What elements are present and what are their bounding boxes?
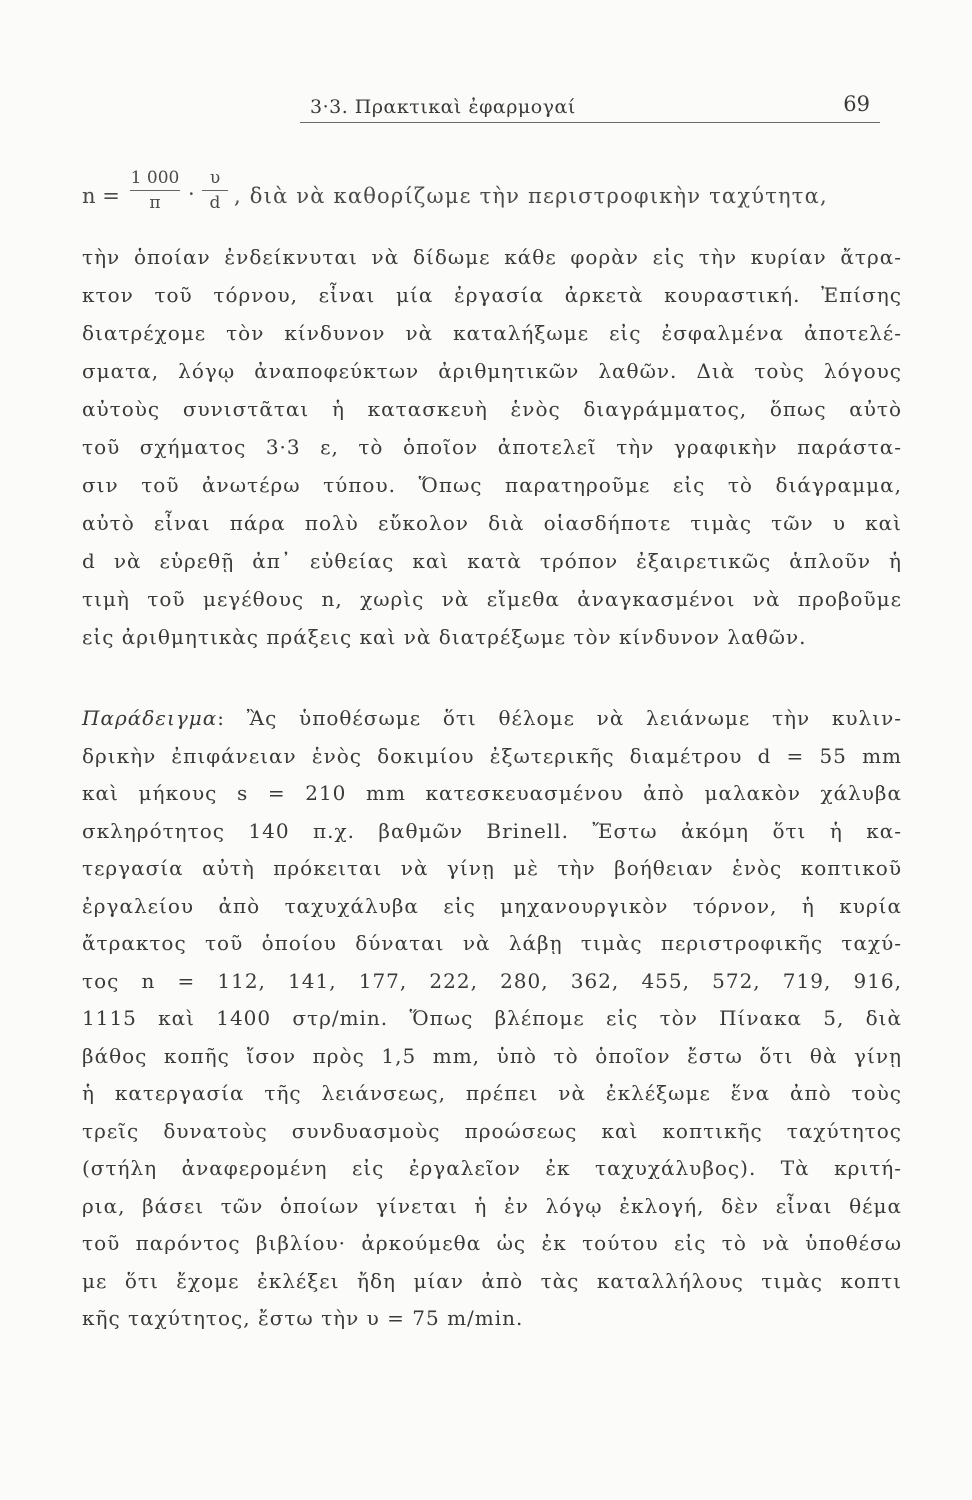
text-line: με ὅτι ἔχομε ἐκλέξει ἤδη μίαν ἀπὸ τὰς καταλλήλους τιμὰς κοπτι <box>82 1268 902 1293</box>
paragraph-example <box>82 700 902 1338</box>
example-label: Παράδειγμα <box>82 706 218 730</box>
fraction-v-over-d <box>202 168 228 213</box>
running-title: 3·3. Πρακτικαὶ ἐφαρμογαί <box>310 96 576 118</box>
fraction-denominator: π <box>149 193 161 213</box>
fraction-bar <box>202 190 228 191</box>
fraction-1000-over-pi <box>130 168 180 213</box>
text-line: ἡ κατεργασία τῆς λειάνσεως, πρέπει νὰ ἐκλέξωμε ἕνα ἀπὸ τοὺς <box>82 1081 902 1105</box>
text-line: τοῦ παρόντος βιβλίου· ἀρκούμεθα ὡς ἐκ τούτου εἰς τὸ νὰ ὑποθέσω <box>82 1231 902 1255</box>
text-line: εἰς ἀριθμητικὰς πράξεις καὶ νὰ διατρέξωμε τὸν κίνδυνον λαθῶν. <box>82 625 807 649</box>
text-line: τος n = 112, 141, 177, 222, 280, 362, 455, 572, 719, 916, <box>82 968 902 993</box>
text-line: ρια, βάσει τῶν ὁποίων γίνεται ἡ ἐν λόγῳ ἐκλογή, δὲν εἶναι θέμα <box>82 1193 902 1218</box>
fraction-denominator: d <box>209 193 221 213</box>
text-line: τρεῖς δυνατοὺς συνδυασμοὺς προώσεως καὶ κοπτικῆς ταχύτητος <box>82 1118 902 1143</box>
example-first-line-text: : Ἂς ὑποθέσωμε ὅτι θέλομε νὰ λειάνωμε τὴν κυλιν- <box>217 706 902 730</box>
text-line: βάθος κοπῆς ἴσον πρὸς 1,5 mm, ὑπὸ τὸ ὁποῖον ἔστω ὅτι θὰ γίνῃ <box>82 1043 902 1068</box>
text-line: (στήλη ἀναφερομένη εἰς ἐργαλεῖον ἐκ ταχυχάλυβος). Τὰ κριτή- <box>82 1156 902 1180</box>
text-line: κῆς ταχύτητος, ἔστω τὴν υ = 75 m/min. <box>82 1306 524 1330</box>
text-line: σματα, λόγῳ ἀναποφεύκτων ἀριθμητικῶν λαθῶν. Διὰ τοὺς λόγους <box>82 359 902 383</box>
text-line: τὴν ὁποίαν ἐνδείκνυται νὰ δίδωμε κάθε φορὰν εἰς τὴν κυρίαν ἄτρα- <box>82 245 902 269</box>
rpm-formula <box>82 168 902 228</box>
text-line: ἄτρακτος τοῦ ὁποίου δύναται νὰ λάβῃ τιμὰς περιστροφικῆς ταχύ- <box>82 931 902 955</box>
fraction-numerator: 1 000 <box>130 168 180 188</box>
header-rule <box>300 122 880 123</box>
formula-lhs: n = <box>82 184 120 208</box>
text-line: ἐργαλείου ἀπὸ ταχυχάλυβα εἰς μηχανουργικὸν τόρνον, ἡ κυρία <box>82 893 902 918</box>
text-line: σιν τοῦ ἀνωτέρω τύπου. Ὅπως παρατηροῦμε εἰς τὸ διάγραμμα, <box>82 473 902 497</box>
text-line: d νὰ εὑρεθῇ ἀπ᾽ εὐθείας καὶ κατὰ τρόπον ἐξαιρετικῶς ἁπλοῦν ἡ <box>82 549 902 573</box>
formula-continuation-text: , διὰ νὰ καθορίζωμε τὴν περιστροφικὴν ταχύτητα, <box>234 184 828 208</box>
text-line: αὐτοὺς συνιστᾶται ἡ κατασκευὴ ἑνὸς διαγράμματος, ὅπως αὐτὸ <box>82 397 902 421</box>
text-line: τιμὴ τοῦ μεγέθους n, χωρὶς νὰ εἴμεθα ἀναγκασμένοι νὰ προβοῦμε <box>82 587 902 611</box>
text-line: διατρέχομε τὸν κίνδυνον νὰ καταλήξωμε εἰς ἐσφαλμένα ἀποτελέ- <box>82 321 902 345</box>
paragraph-1 <box>82 238 902 656</box>
fraction-bar <box>130 190 180 191</box>
text-line: 1115 καὶ 1400 στρ/min. Ὅπως βλέπομε εἰς τὸν Πίνακα 5, διὰ <box>82 1006 902 1030</box>
text-line: καὶ μήκους s = 210 mm κατεσκευασμένου ἀπὸ μαλακὸν χάλυβα <box>82 781 902 805</box>
text-line: αὐτὸ εἶναι πάρα πολὺ εὔκολον διὰ οἱασδήποτε τιμὰς τῶν υ καὶ <box>82 511 902 535</box>
text-line: σκληρότητος 140 π.χ. βαθμῶν Brinell. Ἔστω ἀκόμη ὅτι ἡ κα- <box>82 818 902 843</box>
page-header <box>80 84 880 124</box>
multiplication-dot: · <box>188 182 195 206</box>
text-line: δρικὴν ἐπιφάνειαν ἑνὸς δοκιμίου ἐξωτερικῆς διαμέτρου d = 55 mm <box>82 743 902 768</box>
page-number: 69 <box>843 92 870 116</box>
text-line: κτον τοῦ τόρνου, εἶναι μία ἐργασία ἀρκετὰ κουραστική. Ἐπίσης <box>82 283 902 307</box>
example-first-line <box>82 700 902 738</box>
fraction-numerator: υ <box>209 168 221 188</box>
text-line: τοῦ σχήματος 3·3 ε, τὸ ὁποῖον ἀποτελεῖ τὴν γραφικὴν παράστα- <box>82 435 902 459</box>
text-line: τεργασία αὐτὴ πρόκειται νὰ γίνῃ μὲ τὴν βοήθειαν ἑνὸς κοπτικοῦ <box>82 856 902 880</box>
